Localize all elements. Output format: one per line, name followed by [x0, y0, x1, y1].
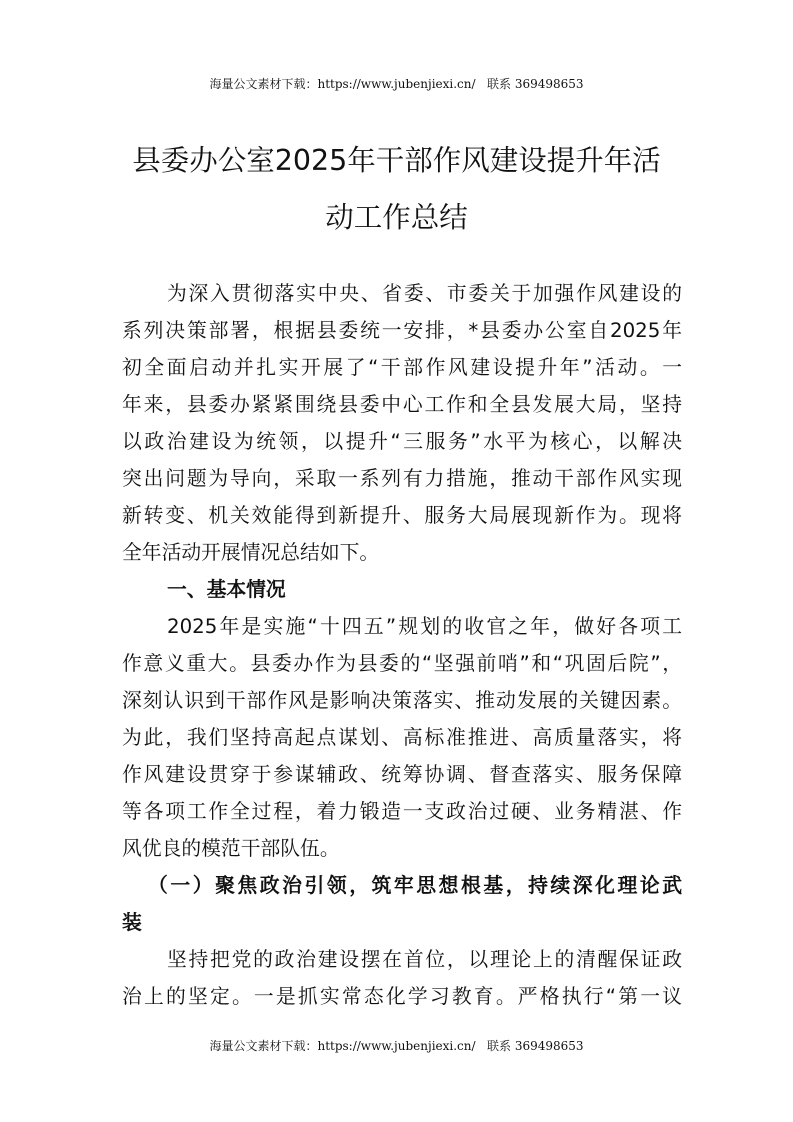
body-line: 系列决策部署，根据县委统一安排，*县委办公室自2025年: [122, 319, 682, 342]
body-line: 年来，县委办紧紧围绕县委中心工作和全县发展大局，坚持: [122, 393, 682, 416]
body-line: 作意义重大。县委办作为县委的“坚强前哨”和“巩固后院”，: [122, 652, 682, 675]
body-line: 新转变、机关效能得到新提升、服务大局展现新作为。现将: [122, 504, 682, 527]
body-line: 深刻认识到干部作风是影响决策落实、推动发展的关键因素。: [122, 689, 682, 712]
header-prefix: 海量公文素材下载：: [209, 77, 318, 91]
body-line: 全年活动开展情况总结如下。: [122, 541, 380, 564]
body-line: 等各项工作全过程，着力锻造一支政治过硬、业务精湛、作: [122, 800, 682, 823]
subsection-heading-cont: 装: [122, 911, 142, 934]
document-body: [122, 275, 682, 1015]
footer-prefix: 海量公文素材下载：: [209, 1039, 318, 1053]
section-heading: 一、基本情况: [167, 578, 286, 601]
body-line: 2025年是实施“十四五”规划的收官之年，做好各项工: [167, 615, 682, 638]
body-line: 治上的坚定。一是抓实常态化学习教育。严格执行“第一议: [122, 985, 682, 1008]
body-line: 为此，我们坚持高起点谋划、高标准推进、高质量落实，将: [122, 726, 682, 749]
body-line: 突出问题为导向，采取一系列有力措施，推动干部作风实现: [122, 467, 682, 490]
body-line: 风优良的模范干部队伍。: [122, 837, 340, 860]
header-url-link[interactable]: https://www.jubenjiexi.cn/: [317, 77, 476, 91]
page-footer: [0, 1037, 793, 1054]
footer-url-link[interactable]: https://www.jubenjiexi.cn/: [317, 1039, 476, 1053]
footer-contact: 联系 369498653: [487, 1039, 584, 1053]
body-line: 作风建设贯穿于参谋辅政、统筹协调、督查落实、服务保障: [122, 763, 682, 786]
body-line: 为深入贯彻落实中央、省委、市委关于加强作风建设的: [167, 282, 682, 305]
body-line: 以政治建设为统领，以提升“三服务”水平为核心，以解决: [122, 430, 682, 453]
body-line: 初全面启动并扎实开展了“干部作风建设提升年”活动。一: [122, 356, 682, 379]
page-header: [0, 75, 793, 92]
body-line: 坚持把党的政治建设摆在首位，以理论上的清醒保证政: [167, 948, 682, 971]
document-title-line-1: 县委办公室2025年干部作风建设提升年活: [132, 144, 661, 177]
subsection-heading: （一）聚焦政治引领，筑牢思想根基，持续深化理论武: [148, 874, 682, 897]
document-title-line-2: 动工作总结: [325, 201, 468, 234]
header-contact: 联系 369498653: [487, 77, 584, 91]
